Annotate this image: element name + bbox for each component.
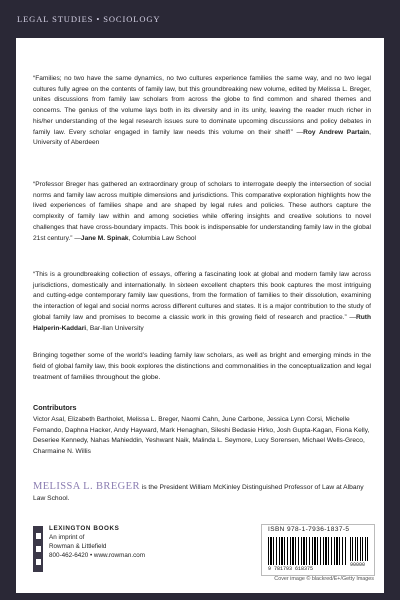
quote-text: “Families; no two have the same dynamics, no two cultures experience families the same way, and no two legal cultures fully agree on the contents of family law, but this groundbreaking new volume, edited by Melissa L. Breger, unites discussions from family law scholars from across the globe to find common and shared themes and concerns. The genius of the volume lays both in its diversity and in its unity, leaving the reader much richer in his/her understanding of the legal research issues sure to dominate upcoming discussions and policy debates in family law. Every scholar engaged in family law needs this volume on their shelf!” [33,75,371,136]
ean-number: 9 781793 618375 [268,566,314,572]
author-bio [33,481,373,504]
endorser-affiliation: Bar-Ilan University [89,324,144,332]
subject-category: LEGAL STUDIES • SOCIOLOGY [17,14,161,24]
quote-attribution: —Jane M. Spinak, Columbia Law School [74,234,196,242]
endorsement-quote-2 [33,180,371,244]
content-panel [16,38,384,593]
endorser-affiliation: Columbia Law School [132,234,196,242]
barcode-addon-icon [350,537,370,561]
price-addon-number: 90000 [350,562,366,568]
endorser-affiliation: University of Aberdeen [33,139,100,147]
publisher-parent: Rowman & Littlefield [49,543,107,550]
publisher-contact: 800-462-6420 • www.rowman.com [49,552,146,559]
publisher-name: LEXINGTON BOOKS [49,525,120,532]
isbn-label: ISBN 978-1-7936-1837-5 [268,526,350,533]
endorsement-quote-3 [33,270,371,334]
cover-image-credit: Cover image © blackred/E+/Getty Images [274,576,374,582]
author-name: MELISSA L. BREGER [33,481,140,492]
barcode-icon [268,537,346,565]
publisher-logo-icon [33,526,43,572]
author-bio-text: is the President William McKinley Distinguished Professor of Law at Albany Law School. [33,484,364,502]
publisher-imprint-line: An imprint of [49,534,85,541]
contributors-list: Victor Asal, Elizabeth Bartholet, Melissa L. Breger, Naomi Cahn, June Carbone, Jessica Lynn Corsi, Michelle Fernando, Daphna Hacker, Andy Hayward, Mark Henaghan, Sileshi Bedasie Hirko, Josh Gupta-Kagan, Fiona Kelly, Deseriee Kennedy, Nahas Mahieddin, Yeshwant Naik, Malinda L. Seymore, Lucy Sorensen, Michael Wells-Greco, Charmaine N. Willis [33,416,370,456]
barcode-box [261,524,375,576]
book-description: Bringing together some of the world’s leading family law scholars, as well as bright and emerging minds in the field of global family law, this book explores the distinctions and commonalities in the conceptualization and legal treatment of families throughout the globe. [33,352,371,381]
quote-text: “This is a groundbreaking collection of essays, offering a fascinating look at global and modern family law across jurisdictions, domestically and internationally. In sixteen excellent chapters this book captures the most intriguing and cutting-edge contemporary family law questions, from the formation of families to their dissolution, examining the interaction of legal and social norms across different cultures and states. It is a major contribution to the study of global family law and promises to become a classic work in this growing field of research and practice.” [33,271,371,321]
quote-attribution: —Roy Andrew Partain, University of Aberdeen [33,128,371,147]
quote-text: “Professor Breger has gathered an extraordinary group of scholars to interrogate deeply the intersection of social norms and family law across multiple dimensions and jurisdictions. This comparative exploration highlights how the lived experiences of families shape and are shaped by legal rules and policies. These authors capture the complexity of family law within and among societies while offering insights and creative solutions to novel challenges that have cross-boundary impacts. This book is indispensable for understanding family law in the global 21st century.” [33,181,371,242]
top-band [0,0,400,38]
endorser-name: Ruth Halperin-Kaddari [33,313,371,332]
endorser-name: Roy Andrew Partain [303,128,370,136]
quote-attribution: —Ruth Halperin-Kaddari, Bar-Ilan University [33,313,371,332]
endorser-name: Jane M. Spinak [80,234,129,242]
publisher-text [49,524,189,560]
contributors-heading: Contributors [33,403,77,412]
endorsement-quote-1 [33,74,371,149]
